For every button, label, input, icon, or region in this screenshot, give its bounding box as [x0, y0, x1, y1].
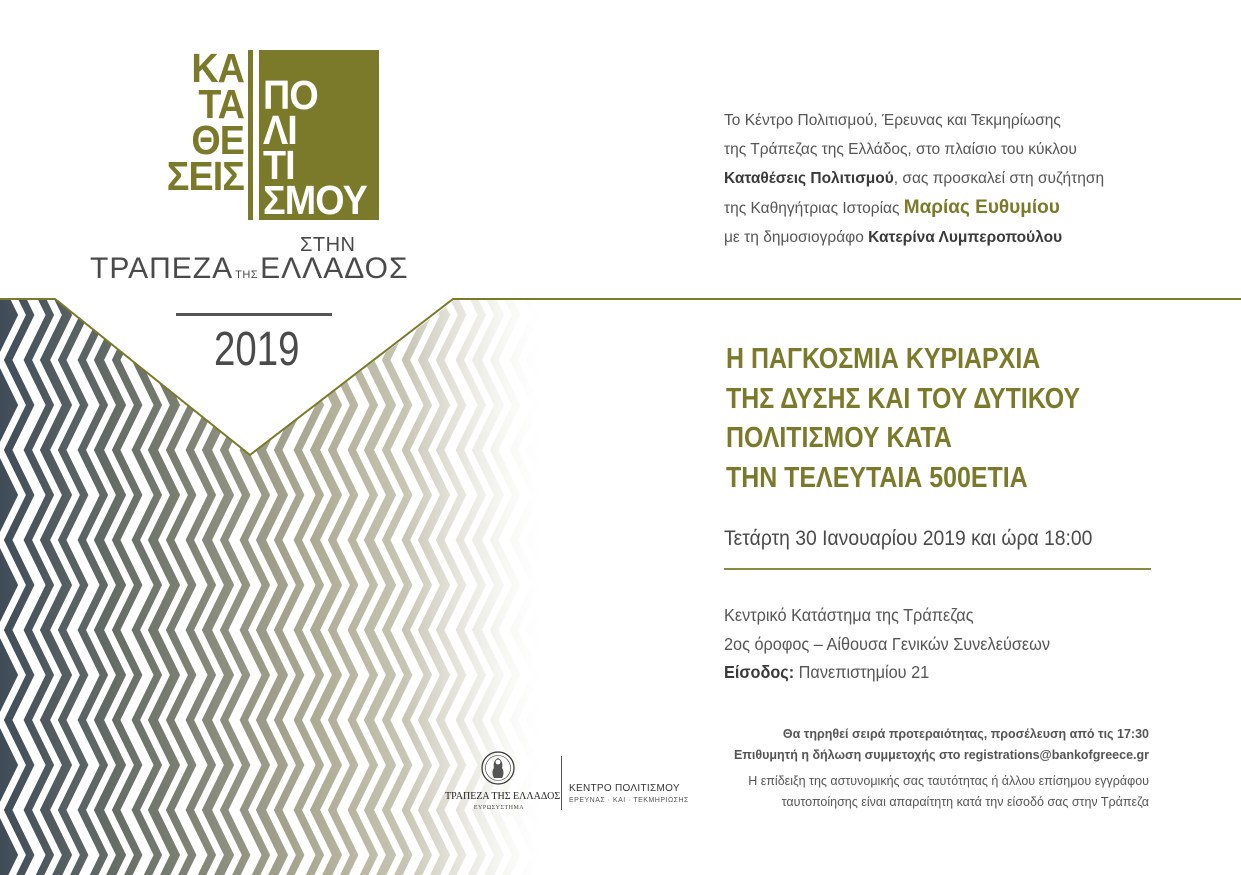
logo-left-line: ΚΑ: [191, 45, 244, 91]
note-line: Η επίδειξη της αστυνομικής σας ταυτότητας ή άλλου επίσημου εγγράφου: [748, 774, 1149, 788]
culture-center-subtitle: ΕΡΕΥΝΑΣ · ΚΑΙ · ΤΕΚΜΗΡΙΩΣΗΣ: [569, 797, 689, 804]
logo-divider-bar: [248, 50, 253, 220]
logo-rule: [176, 313, 332, 316]
title-line: ΤΗΣ ΔΥΣΗΣ ΚΑΙ ΤΟΥ ΔΥΤΙΚΟΥ: [726, 382, 1081, 415]
id-notes: [748, 771, 1149, 813]
intro-line: [724, 164, 1194, 193]
logo-right-line: ΤΙ: [263, 142, 295, 188]
bank-seal-icon: [480, 750, 516, 788]
note-line: Επιθυμητή η δήλωση συμμετοχής στο registrations@bankofgreece.gr: [733, 748, 1149, 762]
logo-year: 2019: [214, 323, 300, 376]
logo-right-line: ΛΙ: [263, 107, 297, 153]
logo-left-line: ΣΕΙΣ: [166, 153, 244, 199]
event-title: [726, 340, 1080, 498]
journalist-name: Κατερίνα Λυμπεροπούλου: [868, 229, 1063, 246]
logo-right-line: ΠΟ: [263, 72, 318, 118]
entrance-address: Πανεπιστημίου 21: [794, 662, 930, 682]
note-line: ταυτοποίησης είναι απαραίτητη κατά την είσοδό σας στην Τράπεζα: [781, 795, 1149, 809]
logo-bank-of-greece: [90, 252, 409, 286]
footer-divider: [561, 756, 562, 810]
intro-line: της Τράπεζας της Ελλάδος, στο πλαίσιο του κύκλου: [724, 141, 1077, 158]
intro-text: με τη δημοσιογράφο: [724, 229, 869, 246]
venue-line: Κεντρικό Κατάστημα της Τράπεζας: [724, 605, 974, 625]
event-datetime: Τετάρτη 30 Ιανουαρίου 2019 και ώρα 18:00: [724, 527, 1093, 550]
logo-politismou: [263, 72, 367, 223]
logo-left-line: ΘΕ: [191, 117, 244, 163]
section-rule: [724, 568, 1151, 570]
bank-name: ΤΡΑΠΕΖΑ ΤΗΣ ΕΛΛΑΔΟΣ: [445, 791, 561, 802]
logo-sub-small: ΤΗΣ: [235, 269, 259, 281]
title-line: ΤΗΝ ΤΕΛΕΥΤΑΙΑ 500ΕΤΙΑ: [726, 461, 1028, 494]
speaker-name: Μαρίας Ευθυμίου: [903, 197, 1060, 218]
pattern-stripe: [540, 270, 562, 875]
intro-text: της Καθηγήτριας Ιστορίας: [724, 200, 904, 217]
intro-text: , σας προσκαλεί στη συζήτηση: [893, 170, 1105, 187]
intro-line: Το Κέντρο Πολιτισμού, Έρευνας και Τεκμηρίωσης: [724, 112, 1061, 129]
bank-eurosystem: ΕΥΡΩΣΥΣΤΗΜΑ: [473, 805, 525, 811]
note-line: Θα τηρηθεί σειρά προτεραιότητας, προσέλευση από τις 17:30: [782, 727, 1149, 741]
logo-katatheseis: [159, 45, 244, 199]
logo-sub-word: ΤΡΑΠΕΖΑ: [90, 252, 234, 285]
title-line: ΠΟΛΙΤΙΣΜΟΥ ΚΑΤΑ: [726, 422, 952, 454]
intro-line: [724, 193, 1194, 223]
logo-left-line: ΤΑ: [198, 81, 244, 127]
logo-stin: ΣΤΗΝ: [300, 234, 356, 256]
logo-sub-word: ΕΛΛΑΔΟΣ: [260, 252, 409, 285]
event-venue: [724, 601, 1050, 687]
logo-right-line: ΣΜΟΥ: [263, 177, 367, 223]
entrance-label: Είσοδος:: [724, 662, 795, 682]
culture-center-name: ΚΕΝΤΡΟ ΠΟΛΙΤΙΣΜΟΥ: [569, 783, 680, 794]
venue-line: 2ος όροφος – Αίθουσα Γενικών Συνελεύσεων: [724, 633, 1050, 654]
registration-notes: [734, 724, 1149, 766]
invitation-intro: [724, 106, 1194, 252]
venue-line: [724, 658, 1050, 687]
intro-line: [724, 223, 1194, 252]
title-line: Η ΠΑΓΚΟΣΜΙΑ ΚΥΡΙΑΡΧΙΑ: [726, 343, 1041, 375]
series-name: Καταθέσεις Πολιτισμού: [724, 170, 894, 187]
